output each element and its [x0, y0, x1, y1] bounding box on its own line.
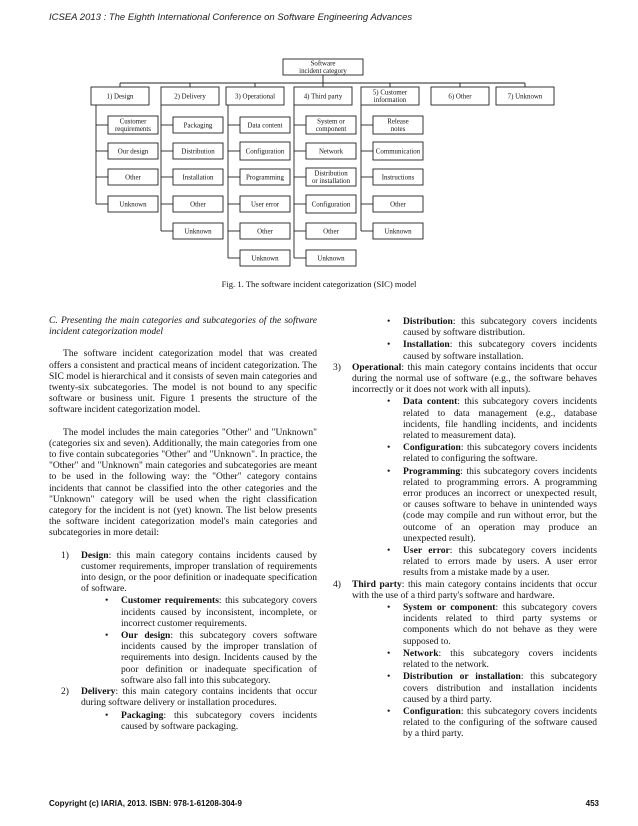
category-5-customer-information-label: 5) Customer information [372, 89, 408, 105]
subcategory-configuration-label: Configuration [245, 148, 285, 156]
page-footer [49, 799, 599, 808]
category-4-third-party-label: 4) Third party [303, 93, 343, 101]
category-1-design-label: 1) Design [106, 93, 134, 101]
list-item: • Distribution: this subcategory covers incidents caused by software distribution. [330, 316, 597, 338]
subcategory-user-error-label: User error [250, 201, 280, 209]
page-number: 453 [585, 799, 599, 808]
category-3-operational-label: 3) Operational [235, 93, 275, 101]
list-item: • Configuration: this subcategory covers incidents related to configuring the software. [330, 442, 597, 464]
subcategory-packaging-label: Packaging [183, 122, 213, 130]
subcategory-unknown-label: Unknown [384, 228, 412, 236]
subcategory-communication-label: Communication [375, 148, 421, 156]
list-item-design: 1) Design: this main category contains incidents caused by customer requirements, improper translation of requirements into design, or the poor definition or inadequate specification of software. [61, 549, 317, 595]
subcategory-customer-requirements-label: Customer requirements [115, 118, 151, 134]
subcategory-system-or-component-label: System or component [315, 118, 347, 134]
subcategory-unknown-label: Unknown [317, 255, 345, 263]
subcategory-other-label: Other [390, 201, 406, 209]
subcategory-unknown-label: Unknown [251, 255, 279, 263]
list-item: • Installation: this subcategory covers incidents caused by software installation. [330, 339, 597, 361]
list-item-delivery: 2) Delivery: this main category contains incidents that occur during software delivery or installation procedures. [61, 686, 317, 709]
category-6-other-label: 6) Other [448, 93, 472, 101]
subcategory-distribution-or-installation-label: Distribution or installation [311, 170, 351, 186]
list-item-third-party: 4) Third party: this main category contains incidents that occur with the use of a third party's software and hardware. [333, 578, 597, 601]
left-column [49, 315, 317, 732]
right-column [330, 315, 597, 740]
subcategory-network-label: Network [318, 148, 344, 156]
root-category-label: Software incident category [299, 60, 347, 76]
category-7-unknown-label: 7) Unknown [507, 93, 543, 101]
category-2-delivery-label: 2) Delivery [174, 93, 206, 101]
list-item: • Packaging: this subcategory covers incidents caused by software packaging. [49, 710, 317, 732]
subcategory-other-label: Other [257, 228, 273, 236]
subcategory-other-label: Other [190, 201, 206, 209]
list-item: • Distribution or installation: this subcategory covers distribution and installation incidents caused by a third party. [330, 671, 597, 705]
subcategory-other-label: Other [323, 228, 339, 236]
subcategory-data-content-label: Data content [247, 122, 283, 130]
list-item: • System or component: this subcategory covers incidents related to third party systems or components which do not behave as they were supposed to. [330, 602, 597, 647]
list-item: • User error: this subcategory covers incidents related to errors made by users. A user error results from a mistake made by a user. [330, 545, 597, 579]
list-item: • Network: this subcategory covers incidents related to the network. [330, 648, 597, 670]
paragraph: The software incident categorization model that was created offers a consistent and practical means of incident categorization. The SIC model is hierarchical and it consists of seven main categories and twenty-six subcategories. The model is not bound to any specific software or business unit. Figure 1 presents the structure of the software incident categorization model. [49, 348, 317, 416]
subcategory-our-design-label: Our design [117, 148, 149, 156]
paragraph: The model includes the main categories "Other" and "Unknown" (categories six and seven). Additionally, the main categories from one to five contain subcategories "Other" and "Unknown". In practice, the "Other" and "Unknown" main categories and subcategories are meant to be used in the following way: the "Other" category contains incidents that cannot be classified into the other categories and the "Unknown" category will be used when the right classification category for the incident is not (yet) known. The list below presents the software incident categorization model's main categories and subcategories in more detail: [49, 426, 317, 539]
subcategory-other-label: Other [125, 174, 141, 182]
list-item: • Configuration: this subcategory covers incidents related to the configuring of the software caused by a third party. [330, 706, 597, 740]
subcategory-unknown-label: Unknown [184, 228, 212, 236]
list-item: • Customer requirements: this subcategory covers incidents caused by inconsistent, incomplete, or incorrect customer requirements. [49, 595, 317, 629]
sic-model-diagram [0, 0, 638, 290]
list-item: • Programming: this subcategory covers incidents related to programming errors. A programming error produces an incorrect or unexpected result, or causes software to behave in unintended ways (code may compile and run without error, but the outcome of an operation may produce an unexpected result). [330, 466, 597, 544]
subcategory-installation-label: Installation [182, 174, 214, 182]
subcategory-configuration-label: Configuration [311, 201, 351, 209]
list-item: • Our design: this subcategory covers software incidents caused by the improper translation of requirements into design. Incidents caused by the poor definition or inadequate specification of software also fall into this subcategory. [49, 630, 317, 686]
subcategory-instructions-label: Instructions [381, 174, 415, 182]
figure-caption: Fig. 1. The software incident categorization (SIC) model [221, 279, 417, 289]
subcategory-distribution-label: Distribution [181, 148, 215, 156]
subcategory-unknown-label: Unknown [119, 201, 147, 209]
subcategory-programming-label: Programming [246, 174, 284, 182]
list-item: • Data content: this subcategory covers incidents related to data management (e.g., database incidents, file handling incidents, and incidents related to measurement data). [330, 396, 597, 441]
section-title: C. Presenting the main categories and subcategories of the software incident categorization model [49, 315, 317, 338]
conference-header: ICSEA 2013 : The Eighth International Conference on Software Engineering Advances [49, 12, 413, 23]
copyright-text: Copyright (c) IARIA, 2013. ISBN: 978-1-61208-304-9 [49, 799, 242, 808]
subcategory-release-notes-label: Release notes [387, 118, 409, 134]
list-item-operational: 3) Operational: this main category contains incidents that occur during the normal use of software (e.g., the software behaves incorrectly or it does not work with all inputs). [333, 361, 597, 396]
